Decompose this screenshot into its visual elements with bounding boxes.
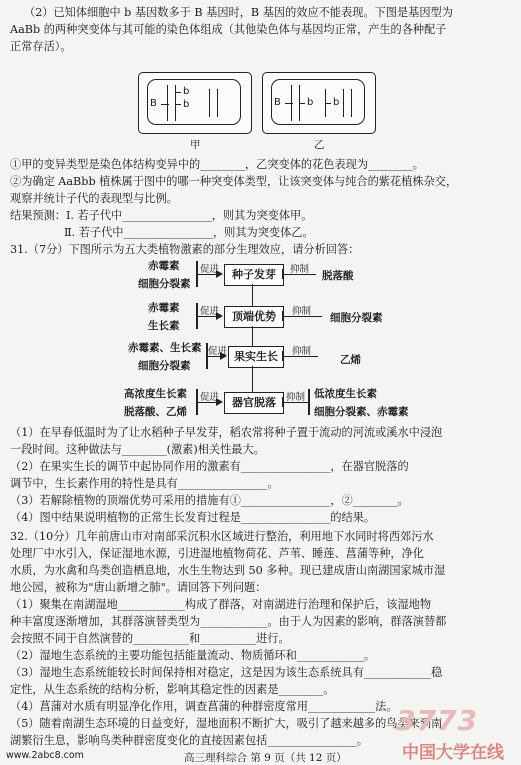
chromosome-diagram-jia (138, 72, 252, 134)
gene-label-B: B (274, 97, 281, 108)
site-url: www.2abc8.com (6, 750, 84, 761)
chromosome (351, 89, 352, 117)
caption-yi: 乙 (314, 139, 325, 151)
cell-outline (147, 79, 241, 125)
inhibit-label: 抑制 (292, 346, 312, 357)
q31-s4: （4）图中结果说明植物的正常生长发育过程是________________的结果。 (10, 511, 376, 524)
box-organ-abscission: 器官脱落 (224, 392, 284, 414)
chromosome (175, 85, 176, 121)
q30-line1: （2）已知体细胞中 b 基因数多于 B 基因时，B 基因的效应不能表现。下图是基因型为 (24, 6, 453, 19)
inhibit-label: 抑制 (290, 264, 310, 275)
watermark-logo-text: 中国大学在线 (402, 743, 504, 763)
label-auxin: 生长素 (148, 320, 180, 332)
q31-s2a: （2）在果实生长的调节中起协同作用的激素有________________，在器官脱落的 (10, 460, 409, 473)
label-gibberellin: 赤霉素 (148, 302, 180, 314)
q32-header-c: 水质，为水禽和鸟类创造栖息地，水生生物达到 50 多种。现已建成唐山南湖国家城市湿 (10, 564, 446, 577)
gene-label-b: b (183, 86, 190, 97)
q32-s3b: 定性，从生态系统的结构分析，影响其稳定性的因素是________。 (10, 683, 335, 696)
q30-q2b: 观察并统计子代的表现型与比例。 (10, 192, 178, 205)
watermark-logo-number: 3773 (396, 704, 478, 737)
chromosome-diagram-yi (262, 72, 376, 134)
label-aba-ethylene: 脱落酸、乙烯 (124, 406, 187, 418)
q31-s2b: 调节中，生长素作用的特性是具有________________。 (10, 477, 279, 490)
q32-s5a: （5）随着南湖生态环境的日益变好，湿地面积不断扩大，吸引了越来越多的鸟类来到南 (10, 717, 443, 730)
label-ethylene: 乙烯 (340, 354, 361, 366)
gene-label-b: b (333, 97, 340, 108)
label-cytokinin: 细胞分裂素 (330, 312, 383, 324)
q31-header: 31.（7分）下图所示为五大类植物激素的部分生理效应，请分析回答： (10, 243, 360, 256)
q30-line3: 正常存活）。 (10, 40, 72, 53)
box-apical-dominance: 顶端优势 (224, 306, 284, 328)
promote-label: 促进 (200, 306, 220, 317)
label-abscisic-acid: 脱落酸 (322, 270, 354, 282)
label-high-auxin: 高浓度生长素 (124, 388, 187, 400)
promote-label: 促进 (200, 264, 220, 275)
chromosome (167, 85, 168, 121)
gene-label-b: b (183, 99, 190, 110)
box-seed-germination: 种子发芽 (224, 264, 284, 286)
q30-q1: ①甲的变异类型是染色体结构变异中的________，乙突变体的花色表现为________。 (10, 158, 424, 171)
chromosome (217, 89, 218, 117)
q30-q2a: ②为确定 AaBbb 植株属于图中的哪一种突变体类型，让该突变体与纯合的紫花植株杂交， (10, 175, 458, 188)
label-gibberellin-auxin: 赤霉素、生长素 (128, 342, 202, 354)
q32-header-d: 地公园，被称为"唐山新增之肺"。请回答下列问题： (10, 581, 267, 594)
q30-line2: AaBb 的两种突变体与其可能的染色体组成（其他染色体与基因均正常，产生的各种配子 (10, 23, 447, 36)
chromosome (343, 89, 344, 117)
label-cytokinin-gibberellin: 细胞分裂素、赤霉素 (314, 406, 409, 418)
q32-s3a: （3）湿地生态系统能较长时间保持相对稳定，这是因为该生态系统具有____________稳 (10, 666, 443, 679)
q32-s1c: 会按照不同于自然演替的__________和__________进行。 (10, 632, 290, 645)
q31-s3: （3）若解除植物的顶端优势可采用的措施有①________________，②________。 (10, 494, 409, 507)
q32-s4: （4）菖蒲对水质有明显净化作用，调查菖蒲的种群密度常用____________法。 (10, 700, 398, 713)
q31-s1a: （1）在早春低温时为了让水稻种子早发芽，稻农常将种子置于流动的河流或溪水中浸泡 (10, 426, 443, 439)
caption-jia: 甲 (190, 139, 201, 151)
label-cytokinin: 细胞分裂素 (138, 360, 191, 372)
q32-header-a: 32.（10分）几年前唐山市对南部采沉积水区域进行整治，利用地下水同时将西郊污水 (10, 530, 434, 543)
promote-label: 促进 (208, 346, 228, 357)
box-fruit-growth: 果实生长 (228, 346, 284, 368)
q30-result2: Ⅱ. 若子代中________________，则其为突变体乙。 (64, 226, 314, 239)
q30-result1: 结果预测：Ⅰ. 若子代中________________，则其为突变体甲。 (10, 209, 313, 222)
q32-s5b: 湖繁衍生息，影响鸟类种群密度变化的直接因素包括________________。 (10, 734, 369, 747)
label-cytokinin: 细胞分裂素 (138, 278, 191, 290)
label-low-auxin: 低浓度生长素 (314, 388, 377, 400)
q32-s1a: （1）聚集在南湖湿地____________构成了群落，对南湖进行治理和保护后，该湿地物 (10, 598, 432, 611)
chromosome (209, 89, 210, 117)
q32-header-b: 处理厂中水引入，保证湿地水源，引进湿地植物荷花、芦苇、睡莲、菖蒲等种，净化 (10, 547, 424, 560)
page-number: 高三理科综合 第 9 页（共 12 页） (184, 752, 347, 764)
q31-s1b: 一段时间。这种做法与________(激素)相关性最大。 (10, 443, 265, 456)
q32-s2: （2）湿地生态系统的主要功能包括能量流动、物质循环和____________。 (10, 649, 376, 662)
inhibit-label: 抑制 (286, 392, 306, 403)
gene-label-B: B (150, 98, 157, 109)
promote-label: 促进 (200, 392, 220, 403)
gene-label-b: b (307, 97, 314, 108)
q32-s1b: 种丰富度逐渐增加，其群落演替类型为____________。由于人为因素的影响，群落演替都 (10, 615, 447, 628)
label-gibberellin: 赤霉素 (148, 260, 180, 272)
inhibit-label: 抑制 (292, 306, 312, 317)
